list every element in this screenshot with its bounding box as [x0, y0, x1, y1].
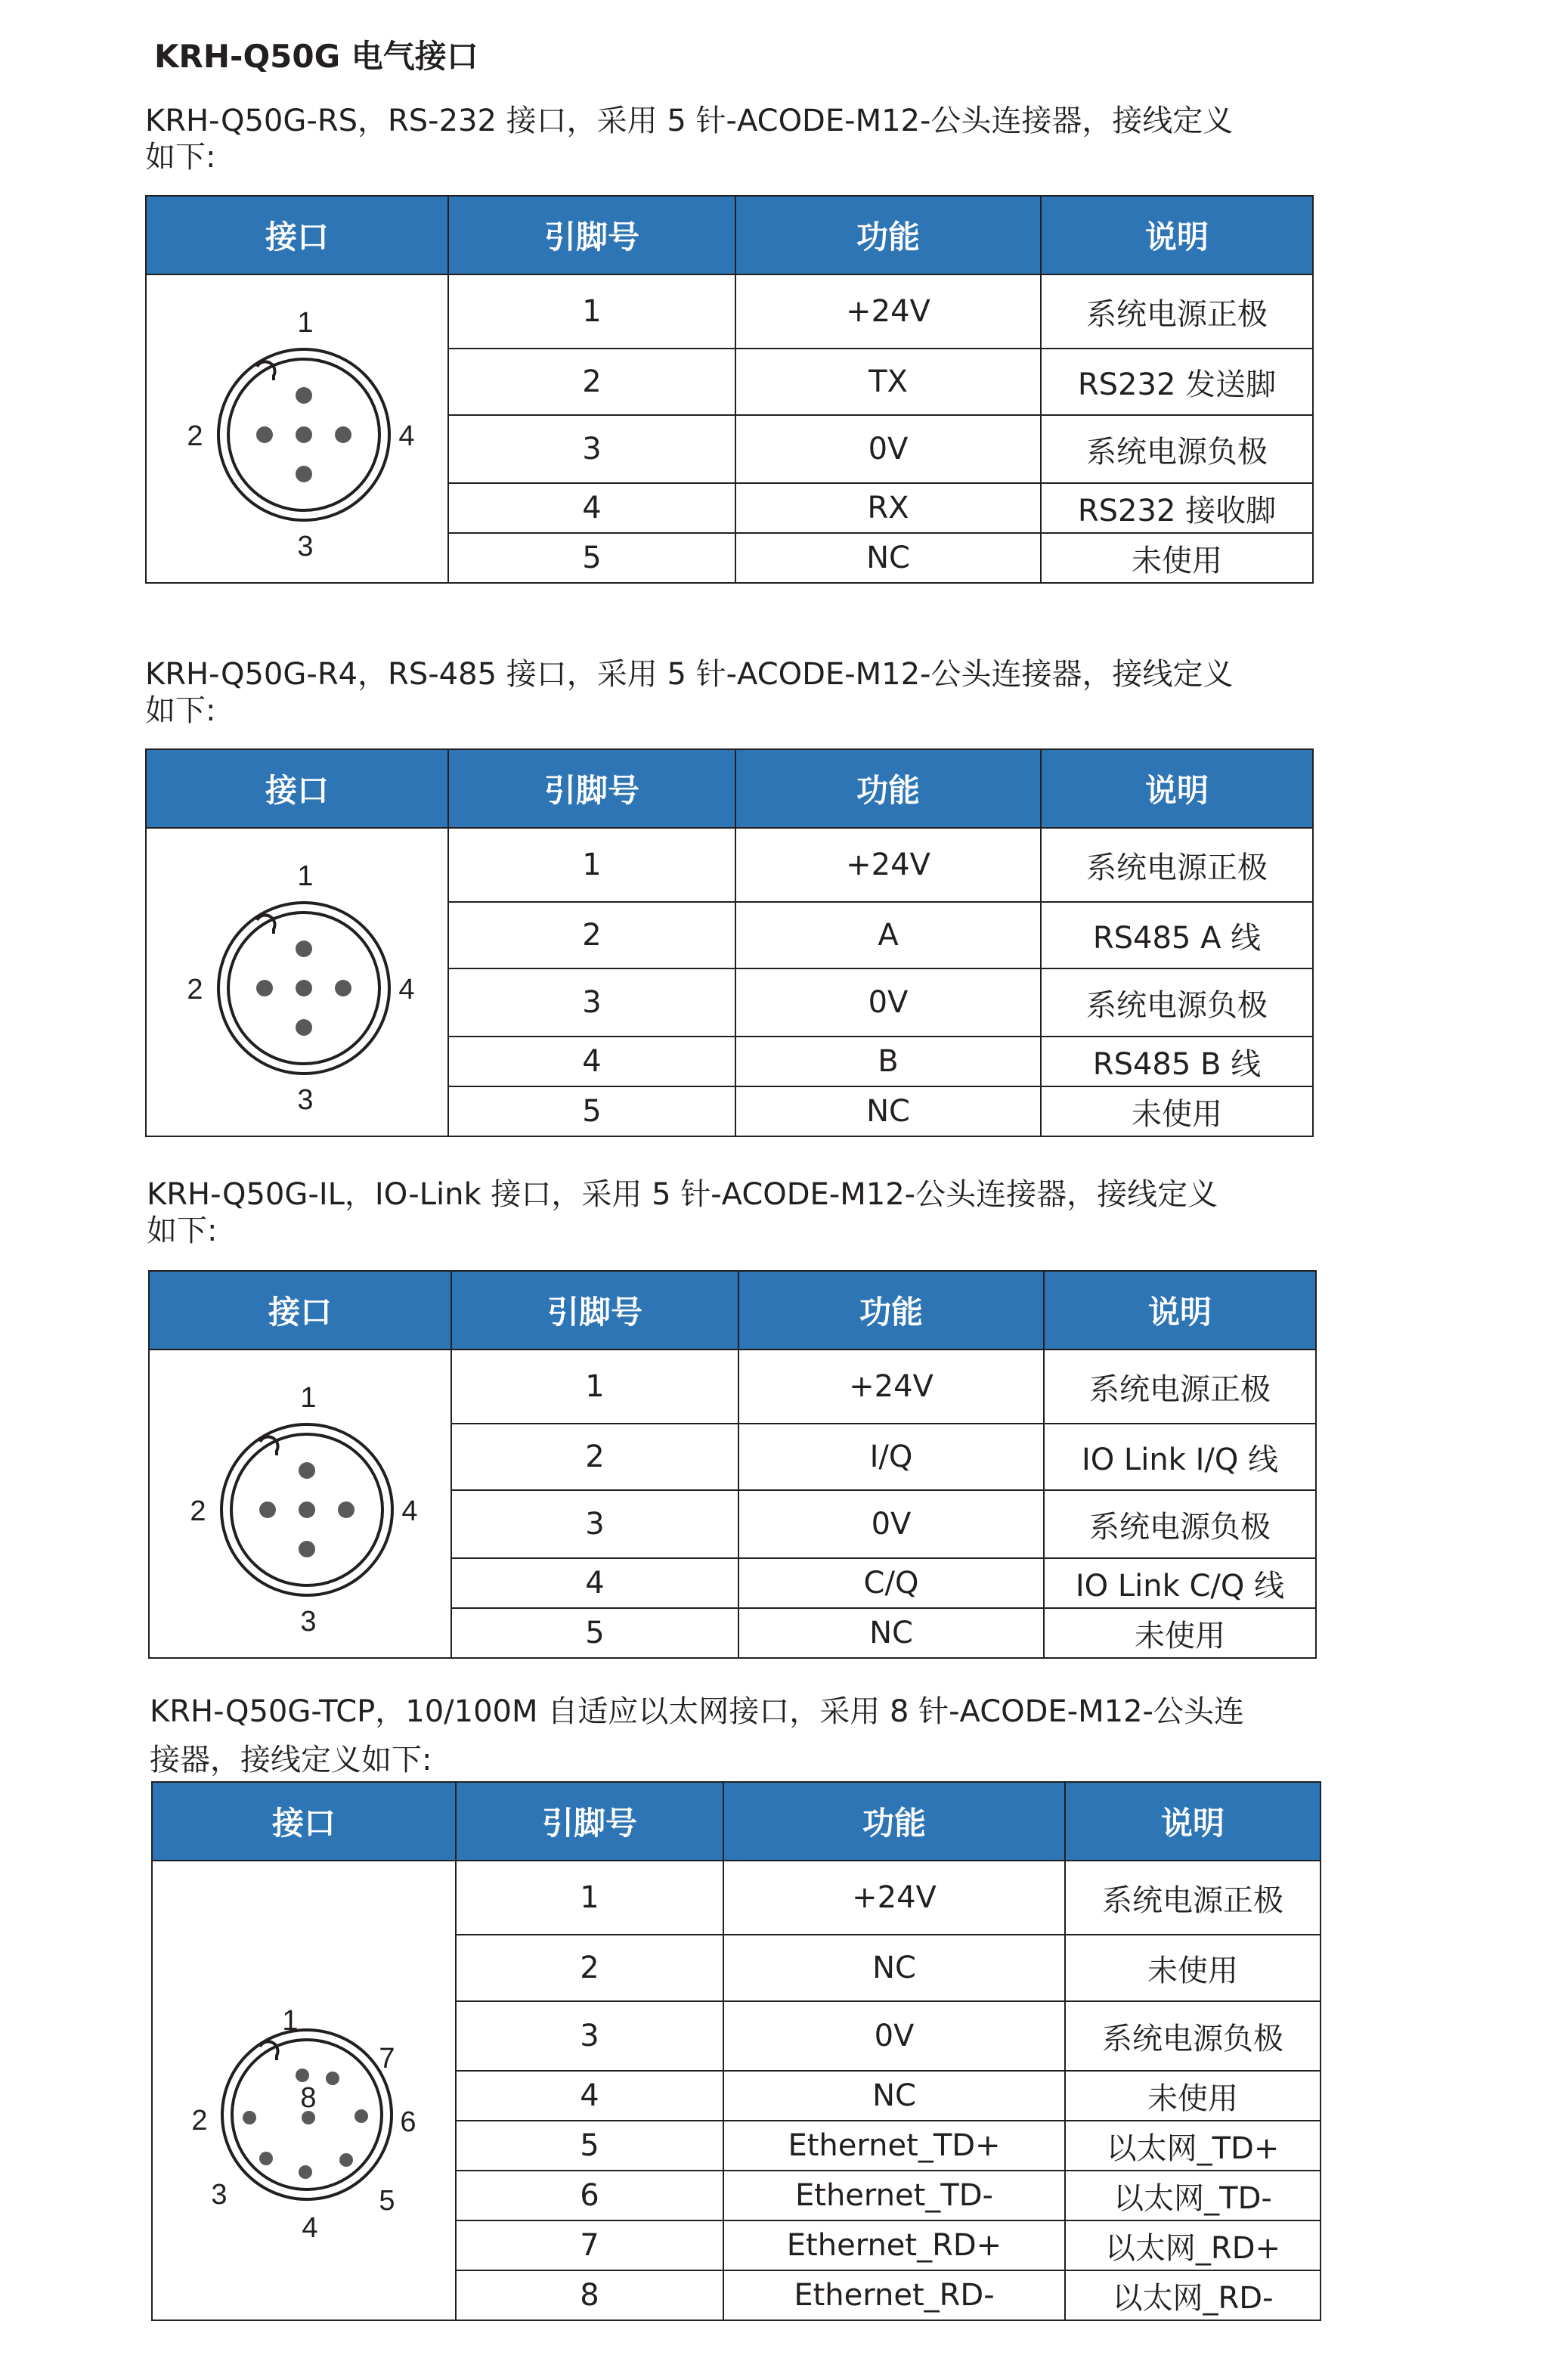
connector-diagram-cell	[152, 1861, 456, 2320]
section-intro-iolink	[147, 1176, 1326, 1249]
pin-function: TX	[735, 349, 1041, 415]
pin-label: 3	[211, 2179, 228, 2211]
pin-description: 未使用	[1065, 1935, 1321, 2001]
pin-number: 2	[456, 1935, 723, 2001]
page-title: KRH-Q50G 电气接口	[154, 38, 478, 75]
pin-function: Ethernet_RD+	[723, 2220, 1065, 2270]
pin-description: 未使用	[1044, 1608, 1316, 1658]
pin-number: 2	[448, 902, 735, 968]
pin-description: 系统电源正极	[1041, 828, 1313, 902]
header-interface: 接口	[149, 1271, 451, 1350]
pin-label: 4	[401, 1495, 418, 1527]
m12-5pin-connector-diagram	[147, 277, 448, 580]
pin-function: +24V	[735, 828, 1041, 902]
section-intro-rs232	[145, 103, 1324, 175]
pin-number: 4	[448, 1037, 735, 1086]
pin-number: 5	[451, 1608, 738, 1658]
header-pin: 引脚号	[448, 749, 735, 828]
section-intro-ethernet	[150, 1687, 1329, 1784]
pin-function: C/Q	[738, 1558, 1044, 1608]
pin-number: 5	[456, 2121, 723, 2171]
pin-function: B	[735, 1037, 1041, 1086]
pin-function: +24V	[738, 1350, 1044, 1424]
pin-number: 4	[448, 483, 735, 533]
pin-description: 系统电源正极	[1041, 274, 1313, 349]
intro-line: 如下:	[145, 693, 216, 728]
connector-diagram-cell	[146, 828, 448, 1136]
pin-label: 1	[297, 860, 314, 892]
pin-description: 以太网_RD+	[1065, 2220, 1321, 2270]
table-row	[146, 274, 1313, 349]
pin-label: 8	[300, 2082, 317, 2114]
intro-line: KRH-Q50G-TCP，10/100M 自适应以太网接口，采用 8 针-ACODE-M12-公头连	[150, 1694, 1244, 1729]
pin-label: 2	[187, 420, 203, 452]
header-function: 功能	[735, 196, 1041, 274]
pin-description: RS485 A 线	[1041, 902, 1313, 968]
pin-description: RS485 B 线	[1041, 1037, 1313, 1086]
pin-number: 3	[451, 1490, 738, 1558]
pin-number: 4	[456, 2071, 723, 2121]
pin-function: +24V	[735, 274, 1041, 349]
m12-5pin-connector-diagram	[147, 831, 448, 1133]
pin-function: NC	[738, 1608, 1044, 1658]
table-row	[149, 1350, 1316, 1424]
pin-description: 系统电源负极	[1041, 968, 1313, 1037]
pin-number: 1	[448, 828, 735, 902]
pin-number: 1	[448, 274, 735, 349]
pin-function: 0V	[735, 968, 1041, 1037]
header-description: 说明	[1044, 1271, 1316, 1350]
pin-number: 2	[448, 349, 735, 415]
intro-line: KRH-Q50G-RS，RS-232 接口，采用 5 针-ACODE-M12-公头连接器，接线定义	[145, 104, 1234, 138]
pin-description: 系统电源正极	[1065, 1861, 1321, 1935]
pin-description: 未使用	[1065, 2071, 1321, 2121]
header-function: 功能	[735, 749, 1041, 828]
pin-function: Ethernet_TD+	[723, 2121, 1065, 2171]
pin-number: 3	[448, 415, 735, 483]
pin-label: 3	[300, 1606, 317, 1638]
header-description: 说明	[1041, 196, 1313, 274]
connector-diagram-cell	[146, 274, 448, 583]
pin-number: 1	[456, 1861, 723, 1935]
pin-label: 1	[300, 1382, 317, 1414]
pin-description: RS232 接收脚	[1041, 483, 1313, 533]
pin-function: RX	[735, 483, 1041, 533]
pin-label: 4	[398, 420, 415, 452]
intro-line: KRH-Q50G-IL，IO-Link 接口，采用 5 针-ACODE-M12-公头连接器，接线定义	[147, 1177, 1218, 1212]
pin-description: IO Link I/Q 线	[1044, 1424, 1316, 1490]
table-row	[152, 1861, 1321, 1935]
pin-function: 0V	[723, 2001, 1065, 2071]
pin-function: Ethernet_TD-	[723, 2171, 1065, 2220]
pin-number: 5	[448, 1086, 735, 1136]
pin-label: 3	[297, 1084, 314, 1116]
intro-line: 接器，接线定义如下:	[150, 1743, 432, 1777]
pin-number: 4	[451, 1558, 738, 1608]
pin-number: 7	[456, 2220, 723, 2270]
pin-description: 以太网_RD-	[1065, 2270, 1321, 2320]
pin-label: 2	[190, 1495, 206, 1527]
pin-label: 2	[187, 974, 203, 1006]
m12-5pin-connector-diagram	[150, 1353, 451, 1655]
pin-label: 1	[282, 2005, 299, 2037]
header-interface: 接口	[146, 749, 448, 828]
pin-number: 2	[451, 1424, 738, 1490]
header-function: 功能	[738, 1271, 1044, 1350]
header-pin: 引脚号	[451, 1271, 738, 1350]
pin-table-iolink	[148, 1270, 1317, 1659]
pin-function: NC	[735, 1086, 1041, 1136]
pin-label: 3	[297, 531, 314, 562]
connector-diagram-cell	[149, 1350, 451, 1658]
pin-description: 系统电源负极	[1041, 415, 1313, 483]
pin-function: 0V	[735, 415, 1041, 483]
pin-function: A	[735, 902, 1041, 968]
m12-8pin-connector-diagram	[153, 1932, 455, 2249]
pin-function: NC	[723, 2071, 1065, 2121]
pin-function: 0V	[738, 1490, 1044, 1558]
header-pin: 引脚号	[456, 1782, 723, 1861]
section-intro-rs485	[145, 656, 1324, 729]
pin-function: NC	[735, 533, 1041, 583]
pin-label: 2	[191, 2105, 208, 2137]
pin-description: RS232 发送脚	[1041, 349, 1313, 415]
pin-label: 4	[398, 974, 415, 1006]
pin-description: 系统电源负极	[1044, 1490, 1316, 1558]
pin-function: NC	[723, 1935, 1065, 2001]
pin-function: +24V	[723, 1861, 1065, 1935]
pin-description: 以太网_TD+	[1065, 2121, 1321, 2171]
pin-label: 4	[302, 2212, 318, 2244]
pin-number: 5	[448, 533, 735, 583]
pin-function: Ethernet_RD-	[723, 2270, 1065, 2320]
pin-number: 8	[456, 2270, 723, 2320]
table-row	[146, 828, 1313, 902]
pin-description: 系统电源负极	[1065, 2001, 1321, 2071]
header-description: 说明	[1065, 1782, 1321, 1861]
header-description: 说明	[1041, 749, 1313, 828]
header-pin: 引脚号	[448, 196, 735, 274]
pin-label: 1	[297, 307, 314, 339]
pin-table-rs232	[145, 195, 1314, 584]
pin-description: 未使用	[1041, 533, 1313, 583]
pin-label: 7	[379, 2043, 395, 2075]
pin-table-ethernet	[151, 1781, 1321, 2321]
intro-line: KRH-Q50G-R4，RS-485 接口，采用 5 针-ACODE-M12-公头连接器，接线定义	[145, 657, 1234, 692]
header-function: 功能	[723, 1782, 1065, 1861]
pin-number: 3	[456, 2001, 723, 2071]
header-interface: 接口	[152, 1782, 456, 1861]
pin-label: 6	[400, 2106, 416, 2138]
pin-description: 系统电源正极	[1044, 1350, 1316, 1424]
header-interface: 接口	[146, 196, 448, 274]
pin-number: 6	[456, 2171, 723, 2220]
pin-description: IO Link C/Q 线	[1044, 1558, 1316, 1608]
intro-line: 如下:	[145, 140, 216, 175]
pin-description: 未使用	[1041, 1086, 1313, 1136]
intro-line: 如下:	[147, 1213, 218, 1248]
pin-number: 3	[448, 968, 735, 1037]
pin-function: I/Q	[738, 1424, 1044, 1490]
pin-label: 5	[379, 2185, 395, 2217]
pin-table-rs485	[145, 748, 1314, 1137]
pin-number: 1	[451, 1350, 738, 1424]
pin-description: 以太网_TD-	[1065, 2171, 1321, 2220]
